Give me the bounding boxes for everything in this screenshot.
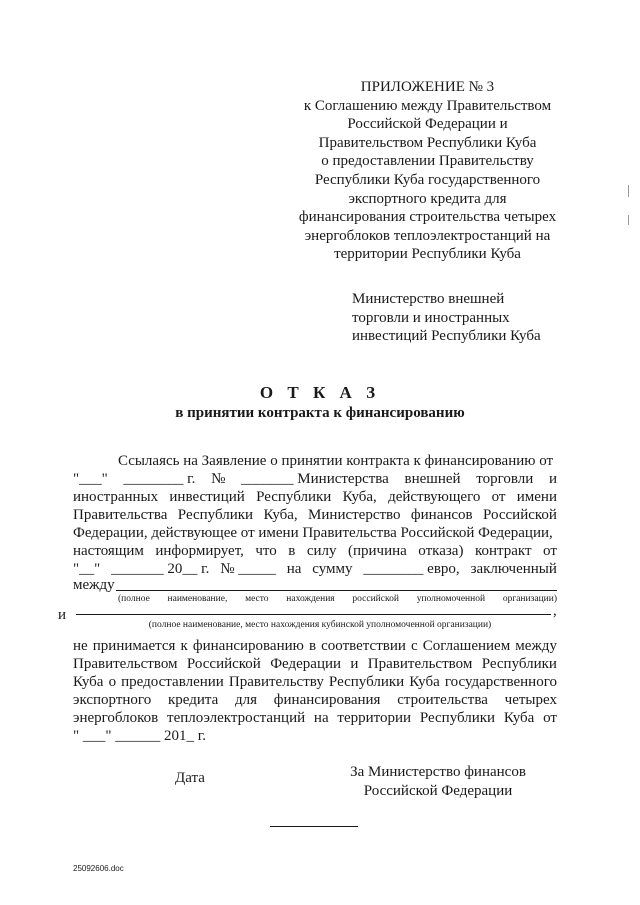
cuban-org-field[interactable] [76,600,551,615]
appendix-line: энергоблоков теплоэлектростанций на [304,227,551,244]
caption-cuban-org: (полное наименование, место нахождения кубинской уполномоченной организации) [148,620,492,630]
appendix-line: Правительством Республики Куба [318,134,537,151]
appendix-line: о предоставлении Правительству [321,153,534,170]
body-text: Ссылаясь на Заявление о принятии контракта к финансированию от [118,453,554,469]
addressee-block [352,290,572,346]
addressee-line: Министерство внешней [352,291,505,307]
file-name-footer: 25092606.doc [73,864,124,873]
body-line-10: не принимается к финансированию в соответствии с Соглашением между [73,638,557,654]
body-line-12: Куба о предоставлении Правительству Республики Куба государственного [73,674,557,690]
appendix-line: территории Республики Куба [334,246,521,263]
body-line-13: экспортного кредита для финансирования строительства четырех [73,692,557,708]
body-line-15: " ___" ______ 201_ г. [73,728,206,744]
addressee-line: торговли и иностранных [352,309,510,326]
addressee-line: инвестиций Республики Куба [352,328,541,345]
body-line-2: "___" ________ г. № _______ Министерства внешней торговли и [73,471,557,487]
body-line-8: между [73,576,557,594]
date-label: Дата [175,770,205,786]
body-line-3: иностранных инвестиций Республики Куба, действующего от имени [73,489,557,505]
body-line-5: Федерации, действующее от имени Правительства Российской Федерации, [73,525,553,541]
appendix-line: ПРИЛОЖЕНИЕ № 3 [360,79,495,95]
body-line-7: "__" _______ 20__ г. № _____ на сумму ________ евро, заключенный [73,561,557,577]
body-line-6: настоящим информирует, что в силу (причина отказа) контракт от [73,543,557,559]
signatory-org: За Министерство финансов Российской Федерации [350,764,526,799]
body-line-4: Правительства Республики Куба, Министерство финансов Российской [73,507,557,523]
body-line-11: Правительством Российской Федерации и Правительством Республики [73,656,557,672]
appendix-header [290,78,565,264]
appendix-line: экспортного кредита для [348,190,507,207]
appendix-line: к Соглашению между Правительством [303,97,552,114]
and-label: и [58,607,67,623]
document-title: О Т К А З [259,383,381,402]
signature-line[interactable] [270,826,358,827]
appendix-line: финансирования строительства четырех [298,209,557,226]
body-line-1 [118,452,557,470]
russian-org-field[interactable] [116,576,557,591]
comma: , [553,603,557,619]
body-line-14: энергоблоков теплоэлектростанций на территории Республики Куба от [73,710,557,726]
caption-russian-org: (полное наименование, место нахождения российской уполномоченной организации) [118,594,557,604]
scan-margin-marks [628,185,630,245]
appendix-line: Республики Куба государственного [314,171,541,188]
appendix-line: Российской Федерации и [347,116,508,133]
document-subtitle: в принятии контракта к финансированию [175,405,465,421]
